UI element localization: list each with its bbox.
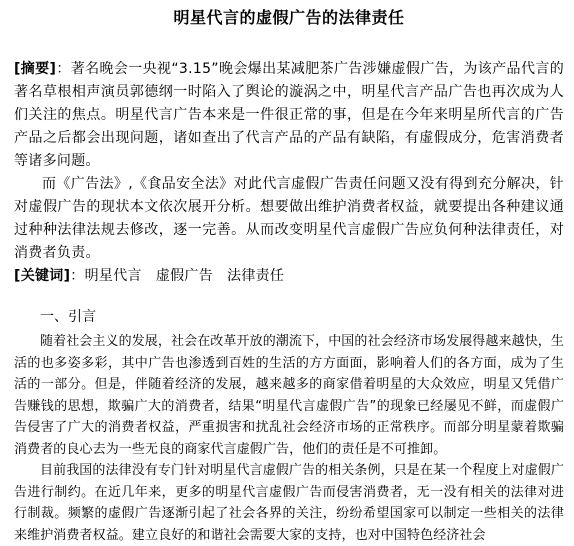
body-paragraph-1: 随着社会主义的发展，社会在改革开放的潮流下，中国的社会经济市场发展得越来越快，生活的也多姿多彩，其中广告也渗透到百姓的生活的方方面面，影响着人们的各方面，成为了生活的一部分。但是，伴随着经济的发展，越来越多的商家借着明星的大众效应，明星又凭借广告赚钱的思想，欺骗广大的消费者，结果“明星代言虚假广告”的现象已经屡见不鲜，而虚假广告侵害了广大的消费者权益，严重损害和扰乱社会经济市场的正常秩序。而部分明星蒙着欺骗消费者的良心去为一些无良的商家代言虚假广告，他们的责任是不可推卸。 — [14, 334, 565, 457]
keywords-line — [14, 265, 564, 288]
abstract-paragraph-2: 而《广告法》,《食品安全法》对此代言虚假广告责任问题又没有得到充分解决，针对虚假广告的现状本文依次展开分析。想要做出维护消费者权益，就要提出各种建议通过种种法律法规去修改，逐一完善。从而改变明星代言虚假广告应负何种法律责任，对消费者负责。 — [14, 176, 564, 261]
body-paragraph-2: 目前我国的法律没有专门针对明星代言虚假广告的相关条例，只是在某一个程度上对虚假广告进行制约。在近几年来，更多的明星代言虚假广告而侵害消费者，无一没有相关的法律对进行制裁。频繁的虚假广告逐渐引起了社会各界的关注，纷纷希望国家可以制定一些相关的法律来维护消费者权益。建立良好的和谐社会需要大家的支持，也对中国特色经济社会 — [14, 463, 565, 543]
keyword-2: 虚假广告 — [155, 268, 214, 284]
abstract-paragraph-1 — [14, 58, 564, 173]
section-heading-introduction: 一、引言 — [40, 309, 96, 325]
body-text-block — [14, 331, 564, 546]
keyword-3: 法律责任 — [227, 268, 285, 284]
abstract-tag: [摘要] — [14, 61, 57, 77]
document-title: 明星代言的虚假广告的法律责任 — [173, 8, 405, 27]
keywords-tag: [关键词] — [14, 268, 71, 284]
keywords-separator: ： — [70, 268, 85, 284]
keyword-1: 明星代言 — [84, 268, 142, 284]
abstract-text-1: ：著名晚会一央视“3.15”晚会爆出某减肥茶广告涉嫌虚假广告，为该产品代言的著名草根相声演员郭德纲一时陷入了舆论的漩涡之中，明星代言产品广告也再次成为人们关注的焦点。明星代言广告本来是一件很正常的事，但是在今年来明星所代言的广告产品之后都会出现问题，诸如查出了代言产品的产品有缺陷，有虚假成分，危害消费者等诸多问题。 — [14, 61, 565, 169]
abstract-block — [14, 58, 564, 288]
